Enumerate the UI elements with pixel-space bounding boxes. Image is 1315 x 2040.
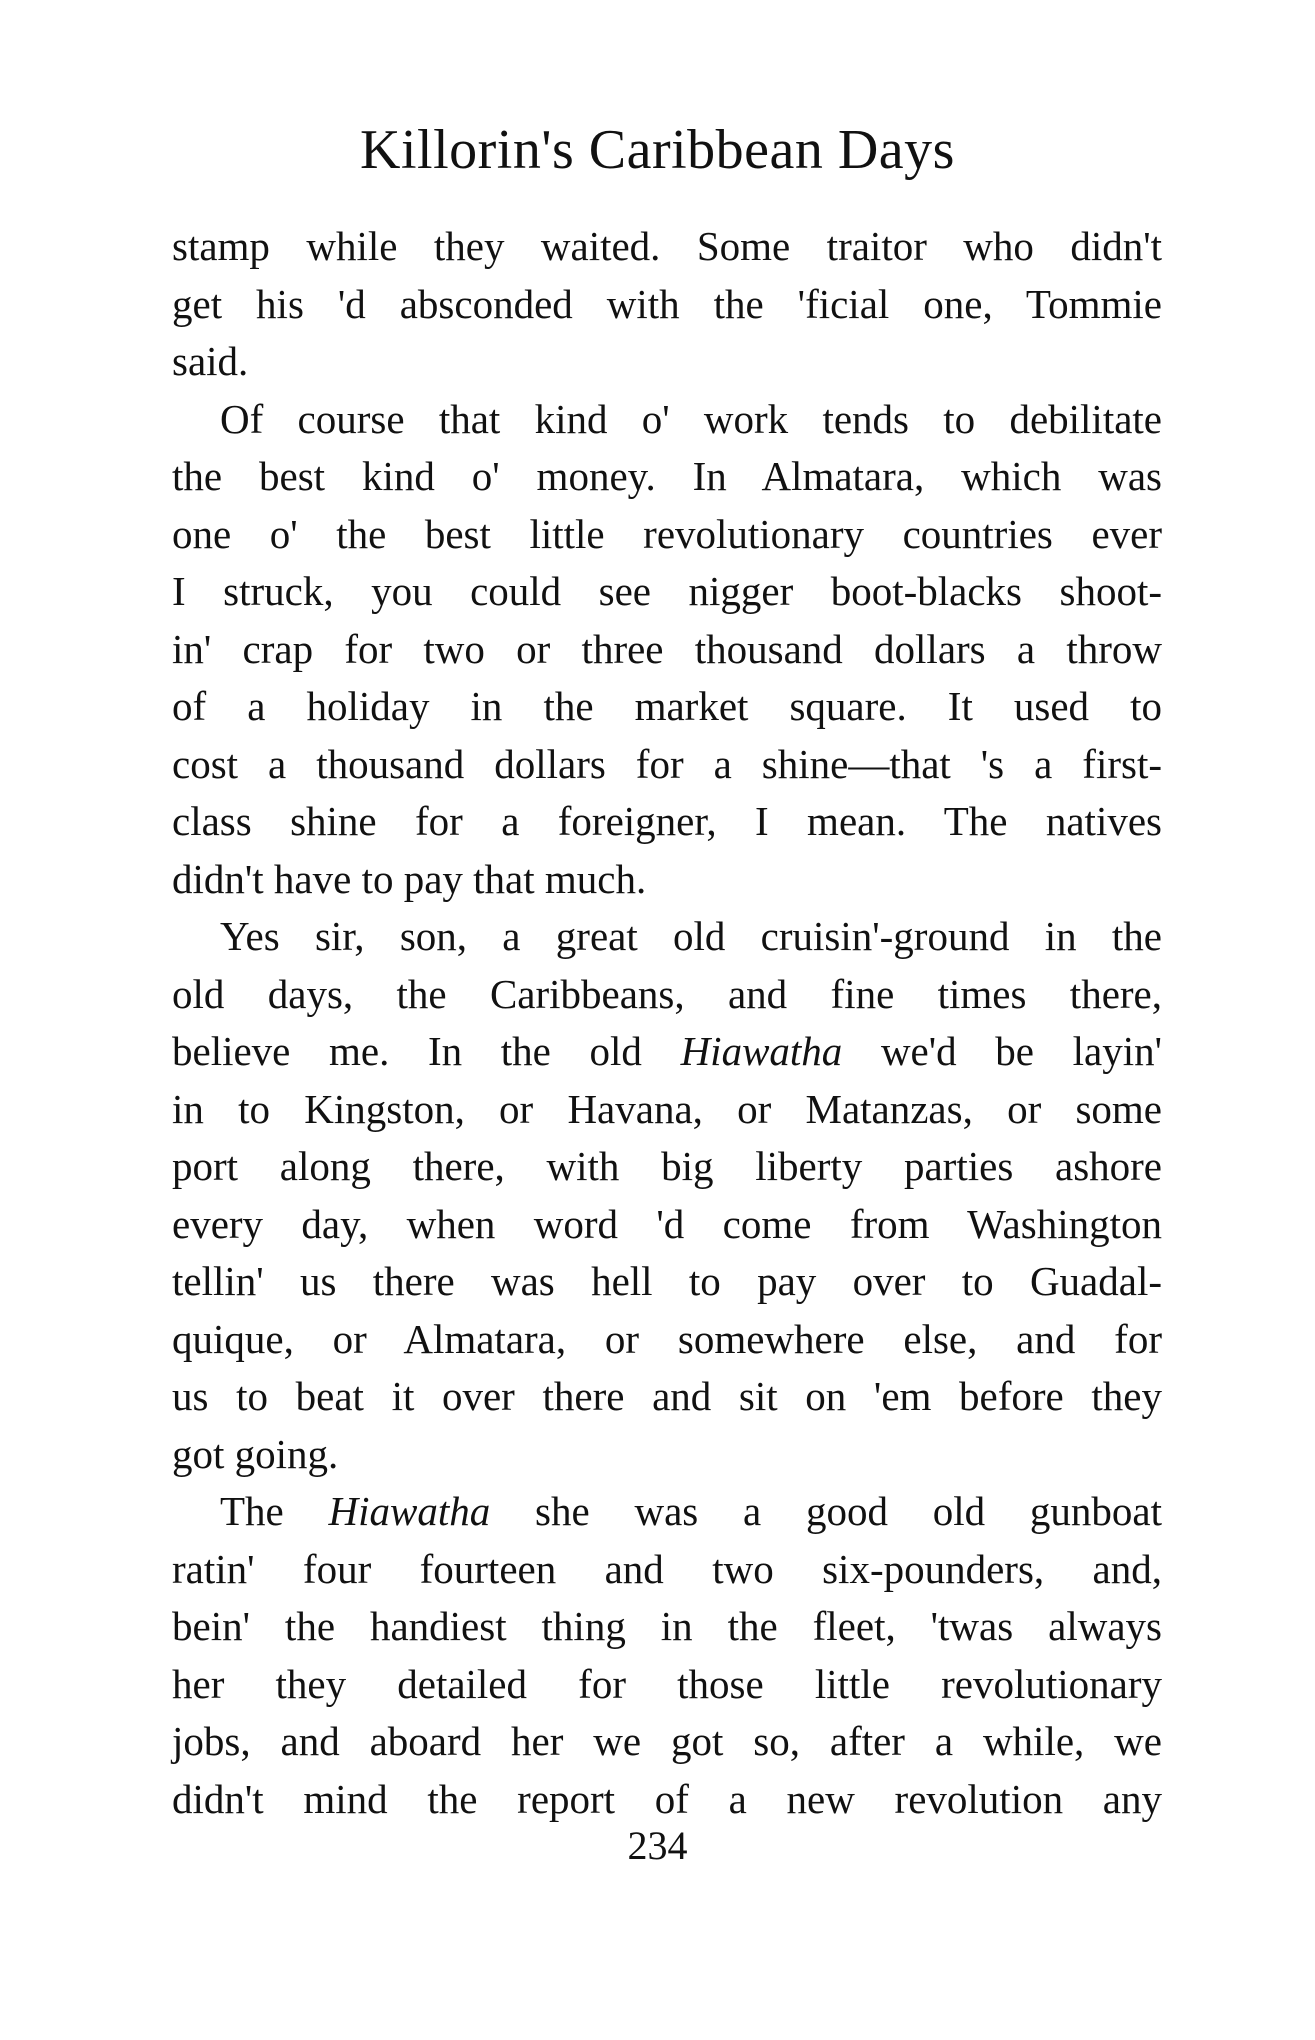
page-number: 234 bbox=[627, 1823, 688, 1868]
text-line: didn't mind the report of a new revolution any bbox=[172, 1775, 1162, 1822]
text-line: Of course that kind o' work tends to debilitate bbox=[220, 395, 1162, 442]
text-line: her they detailed for those little revolutionary bbox=[172, 1660, 1162, 1707]
text-line: tellin' us there was hell to pay over to Guadal- bbox=[172, 1258, 1162, 1304]
text-line: the best kind o' money. In Almatara, which was bbox=[172, 453, 1162, 499]
text-line: I struck, you could see nigger boot-blacks shoot- bbox=[172, 568, 1162, 614]
text-line: in to Kingston, or Havana, or Matanzas, or some bbox=[172, 1085, 1162, 1132]
text-line: jobs, and aboard her we got so, after a while, we bbox=[172, 1718, 1162, 1764]
body-text bbox=[172, 218, 1162, 1828]
text-line: class shine for a foreigner, I mean. The natives bbox=[172, 798, 1162, 844]
text-line: The Hiawatha she was a good old gunboat bbox=[220, 1488, 1162, 1534]
text-line: said. bbox=[172, 338, 249, 384]
ship-name: Hiawatha bbox=[680, 1028, 843, 1074]
text-line: get his 'd absconded with the 'ficial one, Tommie bbox=[172, 280, 1162, 327]
text-line: one o' the best little revolutionary countries ever bbox=[172, 510, 1162, 557]
text-line: old days, the Caribbeans, and fine times there, bbox=[172, 970, 1162, 1017]
text-line: quique, or Almatara, or somewhere else, and for bbox=[172, 1315, 1162, 1362]
text-line: every day, when word 'd come from Washington bbox=[172, 1200, 1162, 1247]
text-line: believe me. In the old Hiawatha we'd be layin' bbox=[172, 1028, 1162, 1074]
text-line: of a holiday in the market square. It used to bbox=[172, 683, 1162, 729]
text-line: got going. bbox=[172, 1430, 339, 1477]
text-line: stamp while they waited. Some traitor who didn't bbox=[172, 223, 1162, 269]
text-line: us to beat it over there and sit on 'em before they bbox=[172, 1373, 1162, 1419]
text-line: Yes sir, son, a great old cruisin'-ground in the bbox=[220, 913, 1162, 959]
text-line: in' crap for two or three thousand dollars a throw bbox=[172, 625, 1162, 672]
running-head: Killorin's Caribbean Days bbox=[360, 119, 955, 181]
ship-name: Hiawatha bbox=[328, 1488, 491, 1534]
text-line: bein' the handiest thing in the fleet, 'twas always bbox=[172, 1603, 1162, 1649]
text-line: ratin' four fourteen and two six-pounders, and, bbox=[172, 1545, 1162, 1592]
text-line: port along there, with big liberty parties ashore bbox=[172, 1143, 1162, 1189]
text-line: cost a thousand dollars for a shine—that 's a first- bbox=[172, 740, 1162, 787]
text-line: didn't have to pay that much. bbox=[172, 855, 647, 902]
